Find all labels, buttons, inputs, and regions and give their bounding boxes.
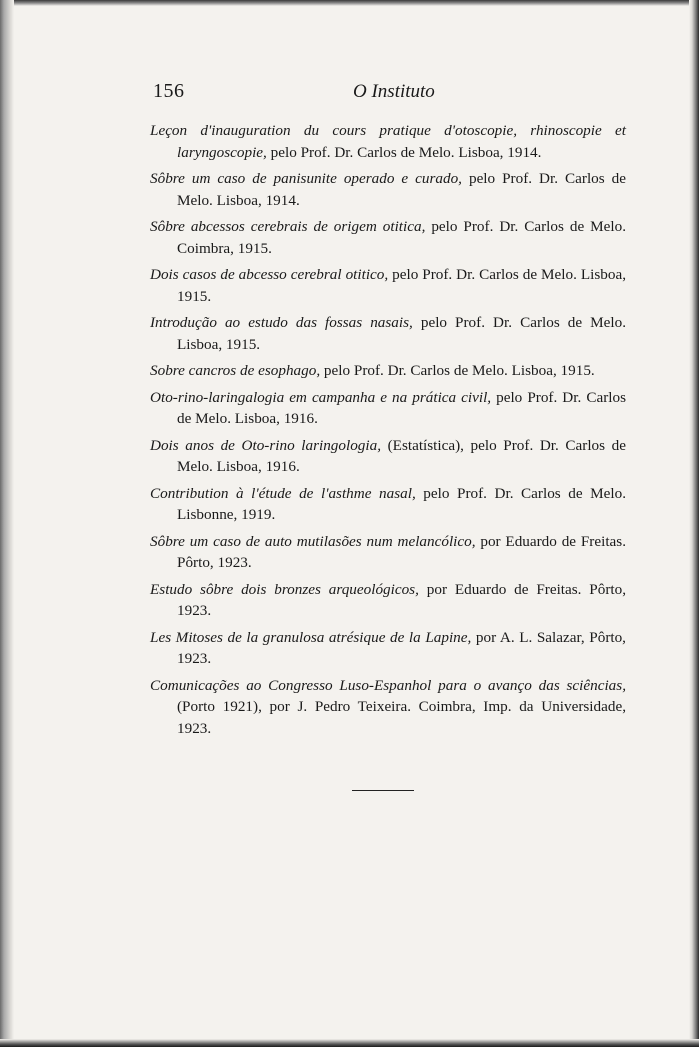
bibliography-entry	[150, 360, 626, 382]
bibliography-entry	[150, 387, 626, 430]
entry-title: Dois casos de abcesso cerebral otitico,	[150, 266, 389, 283]
bibliography-list	[150, 120, 626, 744]
entry-details: pelo Prof. Dr. Carlos de Melo. Lisboa, 1914.	[177, 170, 626, 209]
running-title: O Instituto	[353, 81, 435, 102]
bibliography-entry	[150, 216, 626, 259]
page-edge-bottom	[0, 1039, 699, 1047]
page-header	[153, 80, 625, 106]
entry-details: pelo Prof. Dr. Carlos de Melo. Lisboa, 1915.	[177, 266, 626, 305]
entry-details: pelo Prof. Dr. Carlos de Melo. Coimbra, 1915.	[177, 218, 626, 257]
bibliography-entry	[150, 483, 626, 526]
bibliography-entry	[150, 264, 626, 307]
entry-title: Dois anos de Oto-rino laringologia,	[150, 436, 382, 454]
entry-details: (Porto 1921), por J. Pedro Teixeira. Coimbra, Imp. da Universidade, 1923.	[177, 698, 626, 737]
entry-title: Leçon d'inauguration du cours pratique d'otoscopie, rhinoscopie et laryngoscopie,	[150, 122, 626, 161]
page-edge-right	[689, 0, 699, 1047]
entry-title: Sôbre um caso de panisunite operado e curado,	[150, 170, 462, 187]
entry-details: por Eduardo de Freitas. Pôrto, 1923.	[177, 532, 626, 571]
entry-title: Oto-rino-laringalogia em campanha e na prática civil,	[150, 388, 492, 406]
entry-title: Introdução ao estudo das fossas nasais,	[150, 314, 413, 331]
entry-details: por Eduardo de Freitas. Pôrto, 1923.	[177, 580, 627, 619]
entry-title: Estudo sôbre dois bronzes arqueológicos,	[150, 580, 419, 598]
entry-details: (Estatística), pelo Prof. Dr. Carlos de Melo. Lisboa, 1916.	[177, 436, 626, 475]
entry-details: pelo Prof. Dr. Carlos de Melo. Lisboa, 1915.	[320, 362, 595, 379]
entry-title: Comunicações ao Congresso Luso-Espanhol para o avanço das sciências,	[150, 676, 626, 694]
page-edge-left	[0, 0, 14, 1047]
entry-title: Sobre cancros de esophago,	[150, 362, 321, 379]
bibliography-entry	[150, 435, 626, 478]
bibliography-entry	[150, 312, 626, 355]
entry-details: pelo Prof. Dr. Carlos de Melo. Lisboa, 1914.	[266, 143, 542, 161]
bibliography-entry	[150, 168, 626, 211]
entry-details: pelo Prof. Dr. Carlos de Melo. Lisboa, 1916.	[177, 388, 626, 427]
bibliography-entry	[150, 627, 626, 670]
entry-title: Sôbre abcessos cerebrais de origem otitica,	[150, 218, 426, 235]
entry-title: Contribution à l'étude de l'asthme nasal,	[150, 484, 416, 502]
bibliography-entry	[150, 579, 626, 622]
entry-details: pelo Prof. Dr. Carlos de Melo. Lisbonne, 1919.	[177, 484, 626, 523]
entry-title: Sôbre um caso de auto mutilasões num melancólico,	[150, 532, 476, 550]
bibliography-entry	[150, 531, 626, 574]
bibliography-entry	[150, 120, 626, 163]
entry-details: por A. L. Salazar, Pôrto, 1923.	[177, 628, 626, 667]
page-number: 156	[153, 80, 185, 102]
entry-title: Les Mitoses de la granulosa atrésique de la Lapine,	[150, 628, 472, 646]
page-edge-top	[0, 0, 699, 6]
bibliography-entry	[150, 675, 626, 740]
entry-details: pelo Prof. Dr. Carlos de Melo. Lisboa, 1915.	[177, 314, 626, 353]
end-rule	[352, 790, 414, 791]
